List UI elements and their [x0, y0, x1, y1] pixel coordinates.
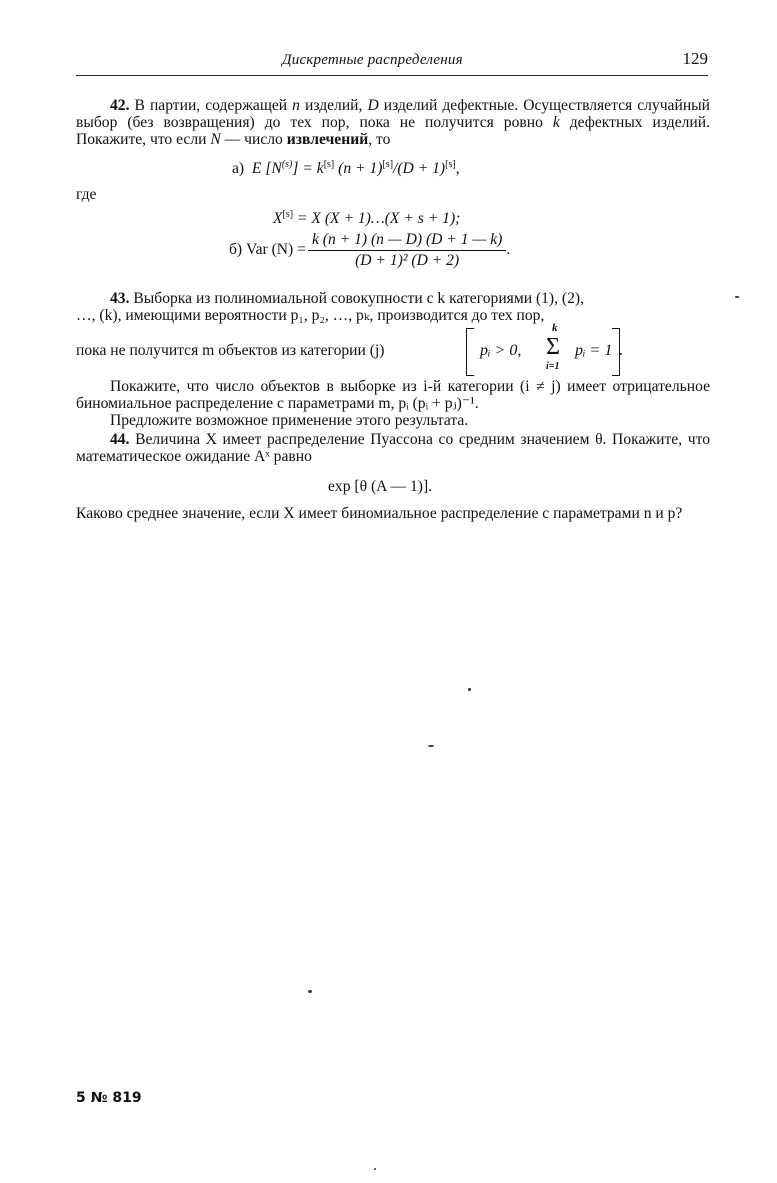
problem-44-statement: 44. Величина X имеет распределение Пуассона со средним значением θ. Покажите, что математическое ожидание Aˣ равно: [76, 431, 710, 465]
constraint-bracket: [466, 322, 628, 374]
sum-lower-limit: i=1: [546, 361, 560, 372]
signature-mark: 5 № 819: [76, 1090, 142, 1106]
scan-speck: [308, 990, 312, 993]
page-number: 129: [682, 49, 708, 68]
formula-a: а) E $[N^{(s)}] = k[s]$ (n + 1)[s]/(D + 1)[s],: [232, 159, 460, 177]
variance-fraction: [308, 231, 506, 270]
problem-43-line-1: 43. Выборка из полиномиальной совокупности с k категориями (1), (2),: [110, 290, 585, 307]
problem-43-line-3: пока не получится m объектов из категории (j): [76, 342, 385, 359]
bracket-period: .: [619, 342, 623, 359]
problem-43-continued: [76, 378, 710, 429]
problem-44-formula: exp [θ (A — 1)].: [328, 478, 433, 495]
problem-number: 42.: [110, 97, 130, 114]
scan-speck: [374, 1168, 376, 1170]
problem-43-claim: Покажите, что число объектов в выборке из i-й категории (i ≠ j) имеет отрицательное биномиальное распределение с параметрами m, pᵢ (pᵢ + pⱼ)⁻¹.: [76, 378, 710, 412]
scan-speck: [735, 296, 739, 298]
problem-44-tail: [76, 505, 710, 522]
problem-43: [76, 290, 710, 324]
sum-expression: pᵢ = 1: [575, 342, 613, 359]
problem-42-statement: 42. В партии, содержащей n изделий, D изделий дефектные. Осуществляется случайный выбор (без возвращения) до тех пор, пока не получится ровно k дефектных изделий. Покажите, что если N — число извлечений, то: [76, 97, 710, 148]
problem-43-question: Предложите возможное применение этого результата.: [110, 412, 469, 429]
header-rule: [76, 75, 708, 76]
page-header: [76, 49, 708, 76]
problem-44: [76, 431, 710, 465]
left-bracket: [466, 328, 474, 376]
formula-b: б) Var (N) = $\frac{k (n + 1) (n — D) (D + 1 — k)}{\text{(D + 1)² (D + 2)}}$ .: [229, 231, 511, 269]
sigma-icon: Σ: [546, 334, 560, 360]
fraction-numerator: k (n + 1) (n — D) (D + 1 — k): [308, 231, 506, 251]
problem-44-question: Каково среднее значение, если X имеет биномиальное распределение с параметрами n и p?: [76, 505, 683, 522]
where-label: где: [76, 186, 97, 203]
sum-upper-limit: k: [552, 322, 558, 334]
positivity-condition: pᵢ > 0,: [480, 342, 522, 359]
problem-42: [76, 97, 710, 148]
scan-speck: [468, 688, 471, 691]
running-title: Дискретные распределения: [282, 52, 463, 68]
rising-factorial-definition: X[s] = X (X + 1)…(X + s + 1);: [273, 209, 461, 227]
problem-43-line-2: …, (k), имеющими вероятности p₁, p₂, …, pₖ, производится до тех пор,: [76, 307, 545, 324]
fraction-denominator: (D + 1)² (D + 2): [355, 252, 460, 269]
scan-speck: [428, 745, 434, 747]
